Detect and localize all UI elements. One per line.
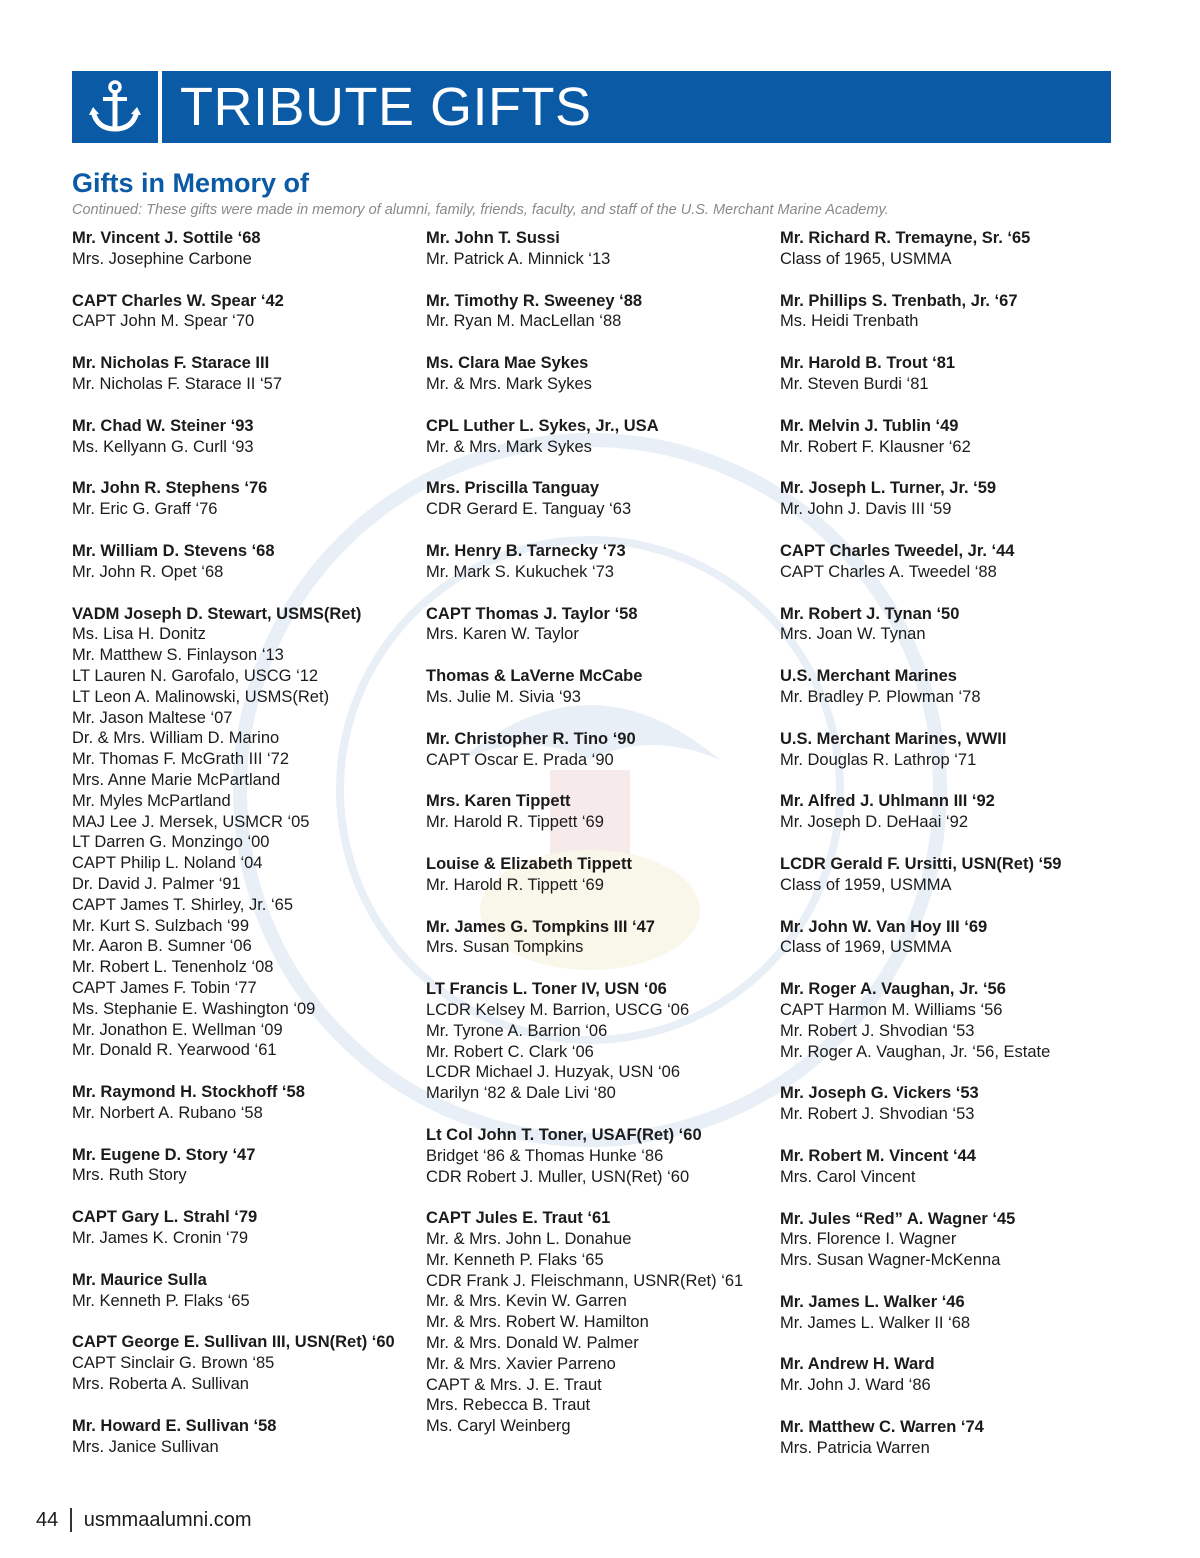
donor-name: LT Leon A. Malinowski, USMS(Ret) [72, 687, 330, 706]
honoree-name: Mr. Jules “Red” A. Wagner ‘45 [780, 1209, 1016, 1228]
honoree-name: Lt Col John T. Toner, USAF(Ret) ‘60 [426, 1125, 702, 1144]
honoree-name: Mr. Joseph G. Vickers ‘53 [780, 1084, 979, 1103]
memorial-entry [780, 291, 1130, 333]
honoree-name: Mr. Harold B. Trout ‘81 [780, 354, 956, 373]
honoree-name: LT Francis L. Toner IV, USN ‘06 [426, 980, 667, 999]
memorial-entry [780, 478, 1130, 520]
donor-name: Mr. Nicholas F. Starace II ‘57 [72, 374, 282, 393]
memorial-entry [72, 416, 422, 458]
memorial-entry [780, 604, 1130, 646]
column-1 [72, 228, 422, 1478]
memorial-entry [72, 1207, 422, 1249]
memorial-entry [426, 541, 776, 583]
honoree-name: Mr. Joseph L. Turner, Jr. ‘59 [780, 479, 997, 498]
honoree-name: Mr. Howard E. Sullivan ‘58 [72, 1416, 277, 1435]
memorial-entry [72, 1270, 422, 1312]
honoree-name: Thomas & LaVerne McCabe [426, 667, 643, 686]
donor-name: Ms. Julie M. Sivia ‘93 [426, 687, 581, 706]
donor-name: Mrs. Susan Tompkins [426, 938, 584, 957]
header-divider [158, 71, 162, 143]
donor-name: LCDR Michael J. Huzyak, USN ‘06 [426, 1063, 680, 1082]
honoree-name: Mrs. Priscilla Tanguay [426, 479, 600, 498]
donor-name: Mr. John R. Opet ‘68 [72, 562, 224, 581]
donor-name: CDR Frank J. Fleischmann, USNR(Ret) ‘61 [426, 1271, 744, 1290]
honoree-name: CAPT Thomas J. Taylor ‘58 [426, 604, 638, 623]
memorial-entry [72, 1332, 422, 1394]
donor-name: Class of 1959, USMMA [780, 875, 952, 894]
honoree-name: Mr. Raymond H. Stockhoff ‘58 [72, 1083, 305, 1102]
footer-site-link[interactable]: usmmaalumni.com [83, 1508, 252, 1531]
donor-name: Mr. Norbert A. Rubano ‘58 [72, 1103, 263, 1122]
memorial-entry [780, 1417, 1130, 1459]
page-title: TRIBUTE GIFTS [180, 77, 592, 137]
donor-name: Class of 1969, USMMA [780, 938, 952, 957]
honoree-name: LCDR Gerald F. Ursitti, USN(Ret) ‘59 [780, 854, 1062, 873]
donor-name: Mr. Robert J. Shvodian ‘53 [780, 1105, 975, 1124]
donor-name: Mr. Ryan M. MacLellan ‘88 [426, 312, 622, 331]
honoree-name: Mr. Richard R. Tremayne, Sr. ‘65 [780, 229, 1031, 247]
donor-name: Mr. & Mrs. Mark Sykes [426, 374, 592, 393]
memorial-entry [780, 979, 1130, 1062]
honoree-name: Louise & Elizabeth Tippett [426, 854, 632, 873]
honoree-name: Ms. Clara Mae Sykes [426, 354, 589, 373]
honoree-name: VADM Joseph D. Stewart, USMS(Ret) [72, 604, 362, 623]
memorial-entry [426, 416, 776, 458]
memorial-entry [780, 854, 1130, 896]
honoree-name: Mr. John W. Van Hoy III ‘69 [780, 917, 988, 936]
honoree-name: Mr. Henry B. Tarnecky ‘73 [426, 541, 626, 560]
donor-name: Mrs. Florence I. Wagner [780, 1230, 957, 1249]
donor-name: CAPT & Mrs. J. E. Traut [426, 1375, 602, 1394]
donor-name: Mrs. Joan W. Tynan [780, 625, 926, 644]
header-banner [72, 71, 1111, 143]
donor-name: Mr. Tyrone A. Barrion ‘06 [426, 1021, 608, 1040]
memorial-entry [780, 1083, 1130, 1125]
honoree-name: U.S. Merchant Marines, WWII [780, 729, 1007, 748]
honoree-name: Mr. Melvin J. Tublin ‘49 [780, 416, 959, 435]
honoree-name: CPL Luther L. Sykes, Jr., USA [426, 416, 659, 435]
donor-name: Ms. Kellyann G. Curll ‘93 [72, 437, 254, 456]
section-subheading: Continued: These gifts were made in memory of alumni, family, friends, faculty, and staff of the U.S. Merchant Marine Academy. [72, 202, 889, 218]
donor-name: MAJ Lee J. Mersek, USMCR ‘05 [72, 812, 310, 831]
honoree-name: Mr. Robert J. Tynan ‘50 [780, 604, 960, 623]
memorial-entry [426, 228, 776, 270]
memorial-entry [72, 291, 422, 333]
memorial-entry [72, 1416, 422, 1458]
donor-name: Mr. Donald R. Yearwood ‘61 [72, 1041, 277, 1060]
memorial-entry [426, 666, 776, 708]
donor-name: CDR Gerard E. Tanguay ‘63 [426, 500, 632, 519]
donor-name: Dr. & Mrs. William D. Marino [72, 729, 280, 748]
memorial-entry [426, 979, 776, 1104]
memorial-entry [780, 917, 1130, 959]
donor-name: Mrs. Susan Wagner-McKenna [780, 1251, 1001, 1270]
donor-name: Mr. Patrick A. Minnick ‘13 [426, 249, 611, 268]
section-heading: Gifts in Memory of [72, 168, 310, 198]
donor-name: Mr. & Mrs. John L. Donahue [426, 1230, 632, 1249]
honoree-name: Mr. John T. Sussi [426, 229, 560, 247]
memorial-entry [72, 604, 422, 1062]
page-number: 44 [36, 1508, 59, 1531]
donor-name: Mr. Joseph D. DeHaai ‘92 [780, 813, 969, 832]
donor-name: Mr. Robert C. Clark ‘06 [426, 1042, 594, 1061]
memorial-entry [780, 729, 1130, 771]
donor-name: Mrs. Janice Sullivan [72, 1437, 219, 1456]
memorial-entry [780, 1354, 1130, 1396]
donor-name: Mr. Douglas R. Lathrop ‘71 [780, 750, 977, 769]
donor-name: Bridget ‘86 & Thomas Hunke ‘86 [426, 1146, 664, 1165]
honoree-name: Mr. Andrew H. Ward [780, 1355, 935, 1374]
memorial-entry [426, 291, 776, 333]
memorial-entry [780, 416, 1130, 458]
memorial-entry [426, 791, 776, 833]
honoree-name: Mrs. Karen Tippett [426, 792, 571, 811]
honoree-name: Mr. James L. Walker ‘46 [780, 1292, 965, 1311]
memorial-entry [780, 1209, 1130, 1271]
donor-name: Mr. & Mrs. Xavier Parreno [426, 1354, 616, 1373]
donor-name: Mr. Thomas F. McGrath III ‘72 [72, 750, 290, 769]
honoree-name: Mr. Matthew C. Warren ‘74 [780, 1418, 984, 1437]
honoree-name: CAPT Jules E. Traut ‘61 [426, 1209, 611, 1228]
memorial-entry [780, 541, 1130, 583]
donor-name: Dr. David J. Palmer ‘91 [72, 874, 241, 893]
donor-name: Mr. John J. Ward ‘86 [780, 1376, 931, 1395]
memorial-entry [780, 666, 1130, 708]
donor-name: Mrs. Ruth Story [72, 1166, 187, 1185]
honoree-name: Mr. Phillips S. Trenbath, Jr. ‘67 [780, 291, 1018, 310]
donor-name: Mr. Jason Maltese ‘07 [72, 708, 233, 727]
honoree-name: U.S. Merchant Marines [780, 667, 957, 686]
donor-name: LT Darren G. Monzingo ‘00 [72, 833, 270, 852]
donor-name: Mr. Robert F. Klausner ‘62 [780, 437, 971, 456]
donor-name: Mr. & Mrs. Donald W. Palmer [426, 1334, 639, 1353]
page-footer [36, 1508, 252, 1532]
memorial-entry [426, 1208, 776, 1437]
donor-name: CAPT Charles A. Tweedel ‘88 [780, 562, 997, 581]
honoree-name: Mr. Alfred J. Uhlmann III ‘92 [780, 792, 995, 811]
donor-name: Mr. Matthew S. Finlayson ‘13 [72, 646, 284, 665]
footer-divider [70, 1508, 72, 1532]
honoree-name: Mr. Eugene D. Story ‘47 [72, 1145, 256, 1164]
donor-name: Mr. Myles McPartland [72, 791, 231, 810]
memorial-entry [780, 791, 1130, 833]
memorial-entry [426, 604, 776, 646]
honoree-name: Mr. Vincent J. Sottile ‘68 [72, 229, 261, 247]
memorial-entry [426, 854, 776, 896]
donor-name: Mr. Bradley P. Plowman ‘78 [780, 687, 981, 706]
memorial-entry [780, 228, 1130, 270]
donor-name: Mrs. Karen W. Taylor [426, 625, 579, 644]
honoree-name: Mr. William D. Stevens ‘68 [72, 541, 275, 560]
honoree-name: CAPT Charles Tweedel, Jr. ‘44 [780, 541, 1015, 560]
memorial-entry [72, 1082, 422, 1124]
donor-name: Marilyn ‘82 & Dale Livi ‘80 [426, 1084, 616, 1103]
memorial-entry [72, 353, 422, 395]
honoree-name: Mr. Roger A. Vaughan, Jr. ‘56 [780, 980, 1006, 999]
memorial-entry [426, 1125, 776, 1187]
donor-name: CAPT Philip L. Noland ‘04 [72, 854, 263, 873]
donor-name: Mr. & Mrs. Robert W. Hamilton [426, 1313, 649, 1332]
donor-name: Mr. Aaron B. Sumner ‘06 [72, 937, 252, 956]
donor-name: Mr. Kurt S. Sulzbach ‘99 [72, 916, 249, 935]
donor-name: Mr. Jonathon E. Wellman ‘09 [72, 1020, 283, 1039]
memorial-entry [426, 353, 776, 395]
donor-name: CAPT James T. Shirley, Jr. ‘65 [72, 895, 293, 914]
donor-name: Mrs. Anne Marie McPartland [72, 770, 281, 789]
donor-name: Mrs. Patricia Warren [780, 1438, 930, 1457]
donor-name: CAPT Oscar E. Prada ‘90 [426, 750, 614, 769]
honoree-name: Mr. Timothy R. Sweeney ‘88 [426, 291, 643, 310]
honoree-name: Mr. Maurice Sulla [72, 1270, 207, 1289]
column-2 [426, 228, 776, 1458]
memorial-entry [780, 1292, 1130, 1334]
memorial-entry [72, 228, 422, 270]
donor-name: Mr. Harold R. Tippett ‘69 [426, 875, 604, 894]
donor-name: CAPT Sinclair G. Brown ‘85 [72, 1354, 275, 1373]
memorial-entry [426, 917, 776, 959]
donor-name: Mrs. Roberta A. Sullivan [72, 1375, 249, 1394]
donor-name: CAPT James F. Tobin ‘77 [72, 978, 257, 997]
donor-name: CAPT Harmon M. Williams ‘56 [780, 1000, 1003, 1019]
column-3 [780, 228, 1130, 1480]
donor-name: Mr. & Mrs. Mark Sykes [426, 437, 592, 456]
honoree-name: Mr. Robert M. Vincent ‘44 [780, 1146, 976, 1165]
donor-name: Ms. Heidi Trenbath [780, 312, 919, 331]
donor-name: Mrs. Carol Vincent [780, 1167, 916, 1186]
memorial-entry [426, 478, 776, 520]
donor-name: Mr. Roger A. Vaughan, Jr. ‘56, Estate [780, 1042, 1051, 1061]
donor-name: CAPT John M. Spear ‘70 [72, 312, 255, 331]
donor-name: Mr. Harold R. Tippett ‘69 [426, 813, 604, 832]
donor-name: LT Lauren N. Garofalo, USCG ‘12 [72, 666, 319, 685]
donor-name: Mr. Kenneth P. Flaks ‘65 [426, 1250, 604, 1269]
honoree-name: CAPT Gary L. Strahl ‘79 [72, 1208, 258, 1227]
memorial-entry [72, 541, 422, 583]
donor-name: Mr. James K. Cronin ‘79 [72, 1229, 249, 1248]
memorial-entry [72, 478, 422, 520]
donor-name: Mr. John J. Davis III ‘59 [780, 500, 952, 519]
honoree-name: Mr. Nicholas F. Starace III [72, 354, 270, 373]
memorial-entry [72, 1145, 422, 1187]
honoree-name: Mr. James G. Tompkins III ‘47 [426, 917, 655, 936]
donor-name: Mr. James L. Walker II ‘68 [780, 1313, 971, 1332]
honoree-name: Mr. Chad W. Steiner ‘93 [72, 416, 254, 435]
donor-name: Mrs. Rebecca B. Traut [426, 1396, 591, 1415]
donor-name: Mr. Kenneth P. Flaks ‘65 [72, 1291, 250, 1310]
donor-name: Mr. Eric G. Graff ‘76 [72, 500, 218, 519]
donor-name: Mr. Steven Burdi ‘81 [780, 374, 929, 393]
donor-name: Mr. Mark S. Kukuchek ‘73 [426, 562, 614, 581]
donor-name: Ms. Caryl Weinberg [426, 1417, 571, 1436]
memorial-entry [780, 353, 1130, 395]
memorial-entry [780, 1146, 1130, 1188]
donor-name: Mr. Robert J. Shvodian ‘53 [780, 1021, 975, 1040]
donor-name: Mr. Robert L. Tenenholz ‘08 [72, 958, 274, 977]
donor-name: Mrs. Josephine Carbone [72, 249, 252, 268]
donor-name: Ms. Stephanie E. Washington ‘09 [72, 999, 316, 1018]
donor-name: Mr. & Mrs. Kevin W. Garren [426, 1292, 627, 1311]
donor-name: Ms. Lisa H. Donitz [72, 625, 206, 644]
honoree-name: Mr. John R. Stephens ‘76 [72, 479, 268, 498]
donor-name: Class of 1965, USMMA [780, 249, 952, 268]
donor-name: LCDR Kelsey M. Barrion, USCG ‘06 [426, 1000, 690, 1019]
donor-name: CDR Robert J. Muller, USN(Ret) ‘60 [426, 1167, 690, 1186]
honoree-name: CAPT George E. Sullivan III, USN(Ret) ‘60 [72, 1333, 395, 1352]
memorial-entry [426, 729, 776, 771]
honoree-name: CAPT Charles W. Spear ‘42 [72, 291, 284, 310]
honoree-name: Mr. Christopher R. Tino ‘90 [426, 729, 636, 748]
anchor-icon [72, 71, 158, 143]
